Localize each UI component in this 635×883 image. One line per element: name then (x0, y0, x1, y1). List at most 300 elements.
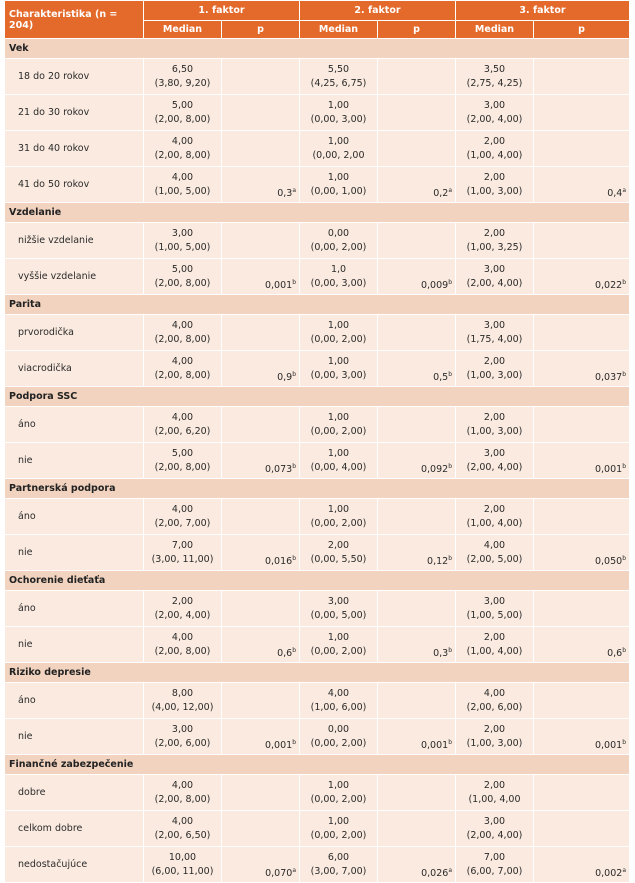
median-value: 10,00 (168, 851, 197, 863)
median-cell (456, 223, 534, 259)
median-value: 6,00 (327, 851, 350, 863)
median-value: 1,00 (327, 503, 350, 515)
test-marker: a (622, 187, 626, 194)
p-value-cell (222, 59, 300, 95)
interquartile-range: (0,00, 2,00) (310, 793, 367, 805)
median-cell (456, 719, 534, 755)
row-label: 31 do 40 rokov (5, 131, 144, 167)
p-header: p (222, 21, 300, 39)
median-cell (144, 407, 222, 443)
median-cell (456, 535, 534, 571)
test-marker: b (292, 463, 296, 470)
p-value-cell (378, 775, 456, 811)
results-table (4, 0, 630, 883)
interquartile-range: (1,75, 4,00) (466, 333, 523, 345)
p-value-cell (378, 683, 456, 719)
header-row-factors (5, 1, 630, 21)
section-row (5, 663, 630, 683)
interquartile-range: (2,00, 7,00) (154, 517, 211, 529)
median-value: 5,00 (171, 263, 194, 275)
median-cell (144, 683, 222, 719)
median-value: 4,00 (171, 135, 194, 147)
median-cell (300, 59, 378, 95)
row-label: nedostačujúce (5, 847, 144, 883)
section-row (5, 571, 630, 591)
p-value-cell (534, 95, 630, 131)
interquartile-range: (0,00, 3,00) (310, 113, 367, 125)
median-cell (144, 315, 222, 351)
median-value: 1,00 (327, 355, 350, 367)
p-value-cell (378, 315, 456, 351)
p-value-cell (378, 351, 456, 387)
median-cell (300, 315, 378, 351)
test-marker: b (292, 371, 296, 378)
p-value-cell (378, 95, 456, 131)
test-marker: b (448, 371, 452, 378)
test-marker: b (448, 647, 452, 654)
median-value: 2,00 (483, 135, 506, 147)
interquartile-range: (1,00, 4,00) (466, 149, 523, 161)
p-value-cell (378, 259, 456, 295)
median-cell (300, 131, 378, 167)
p-value-cell (222, 315, 300, 351)
interquartile-range: (0,00, 3,00) (310, 369, 367, 381)
table-row (5, 59, 630, 95)
interquartile-range: (0,00, 2,00) (310, 645, 367, 657)
interquartile-range: (0,00, 2,00) (310, 829, 367, 841)
test-marker: b (448, 279, 452, 286)
p-value-cell (222, 811, 300, 847)
median-cell (144, 443, 222, 479)
p-value-cell (534, 259, 630, 295)
p-value-cell (378, 719, 456, 755)
median-cell (456, 499, 534, 535)
p-value-cell (534, 223, 630, 259)
test-marker: b (622, 647, 626, 654)
p-value-cell (534, 775, 630, 811)
median-cell (144, 499, 222, 535)
median-value: 4,00 (327, 687, 350, 699)
table-row (5, 719, 630, 755)
interquartile-range: (6,00, 11,00) (151, 865, 214, 877)
median-cell (144, 223, 222, 259)
median-value: 4,00 (171, 631, 194, 643)
median-cell (456, 351, 534, 387)
interquartile-range: (2,00, 8,00) (154, 793, 211, 805)
p-value-cell (378, 167, 456, 203)
median-cell (300, 591, 378, 627)
table-row (5, 775, 630, 811)
median-value: 2,00 (483, 503, 506, 515)
row-label: nie (5, 535, 144, 571)
p-value-cell (222, 407, 300, 443)
median-value: 2,00 (483, 631, 506, 643)
median-value: 4,00 (171, 815, 194, 827)
interquartile-range: (0,00, 3,00) (310, 277, 367, 289)
median-value: 0,00 (327, 227, 350, 239)
p-value-cell (534, 499, 630, 535)
table-row (5, 627, 630, 663)
table-row (5, 683, 630, 719)
row-label: áno (5, 499, 144, 535)
interquartile-range: (1,00, 3,00) (466, 185, 523, 197)
median-cell (300, 847, 378, 883)
row-label: áno (5, 683, 144, 719)
interquartile-range: (2,00, 8,00) (154, 645, 211, 657)
median-cell (144, 95, 222, 131)
interquartile-range: (0,00, 5,50) (310, 553, 367, 565)
median-cell (300, 259, 378, 295)
median-value: 3,00 (327, 595, 350, 607)
interquartile-range: (3,00, 7,00) (310, 865, 367, 877)
interquartile-range: (0,00, 5,00) (310, 609, 367, 621)
median-cell (456, 131, 534, 167)
p-value-cell (378, 811, 456, 847)
p-value-cell (378, 59, 456, 95)
interquartile-range: (0,00, 2,00) (310, 241, 367, 253)
p-value: 0,001 (264, 280, 293, 291)
p-value-cell (534, 407, 630, 443)
interquartile-range: (0,00, 2,00) (310, 517, 367, 529)
median-cell (144, 131, 222, 167)
interquartile-range: (4,25, 6,75) (310, 77, 367, 89)
median-cell (144, 775, 222, 811)
median-cell (456, 59, 534, 95)
p-value-cell (222, 95, 300, 131)
section-row (5, 755, 630, 775)
median-header: Median (456, 21, 534, 39)
interquartile-range: (2,00, 6,00) (154, 737, 211, 749)
p-value: 0,6 (277, 648, 293, 659)
median-value: 4,00 (171, 503, 194, 515)
section-row (5, 479, 630, 499)
row-label: áno (5, 407, 144, 443)
p-value-cell (222, 847, 300, 883)
test-marker: b (448, 555, 452, 562)
row-label: áno (5, 591, 144, 627)
median-cell (300, 811, 378, 847)
median-cell (300, 683, 378, 719)
median-cell (300, 351, 378, 387)
p-value: 0,6 (607, 648, 623, 659)
table-row (5, 167, 630, 203)
median-value: 4,00 (171, 319, 194, 331)
p-header: p (378, 21, 456, 39)
table-row (5, 131, 630, 167)
interquartile-range: (2,00, 4,00) (466, 113, 523, 125)
interquartile-range: (1,00, 5,00) (466, 609, 523, 621)
test-marker: a (292, 867, 296, 874)
median-header: Median (144, 21, 222, 39)
median-cell (144, 535, 222, 571)
p-value: 0,002 (595, 868, 623, 879)
median-value: 7,00 (171, 539, 194, 551)
factor-2-header: 2. faktor (300, 1, 456, 21)
table-body (5, 39, 630, 883)
test-marker: b (448, 739, 452, 746)
median-cell (300, 167, 378, 203)
median-value: 3,00 (171, 723, 194, 735)
interquartile-range: (2,00, 8,00) (154, 369, 211, 381)
interquartile-range: (2,00, 8,00) (154, 461, 211, 473)
p-value: 0,073 (264, 464, 293, 475)
table-row (5, 407, 630, 443)
p-value-cell (222, 259, 300, 295)
p-value: 0,092 (420, 464, 449, 475)
section-title: Parita (5, 295, 630, 315)
test-marker: a (448, 867, 452, 874)
p-value: 0,5 (433, 372, 449, 383)
table-row (5, 443, 630, 479)
section-row (5, 39, 630, 59)
p-value-cell (222, 719, 300, 755)
interquartile-range: (6,00, 7,00) (466, 865, 523, 877)
p-value-cell (378, 223, 456, 259)
p-value: 0,009 (420, 280, 449, 291)
median-cell (144, 811, 222, 847)
median-cell (300, 95, 378, 131)
p-value: 0,12 (427, 556, 449, 567)
p-value-cell (222, 683, 300, 719)
interquartile-range: (2,00, 5,00) (466, 553, 523, 565)
section-title: Podpora SSC (5, 387, 630, 407)
table-row (5, 351, 630, 387)
row-label: prvorodička (5, 315, 144, 351)
median-value: 2,00 (327, 539, 350, 551)
median-cell (456, 627, 534, 663)
p-value-cell (534, 131, 630, 167)
row-label: 41 do 50 rokov (5, 167, 144, 203)
p-value-cell (534, 683, 630, 719)
row-label: nie (5, 627, 144, 663)
median-value: 2,00 (483, 355, 506, 367)
median-cell (456, 443, 534, 479)
median-cell (144, 259, 222, 295)
row-label: viacrodička (5, 351, 144, 387)
median-cell (144, 719, 222, 755)
median-value: 1,00 (327, 99, 350, 111)
median-value: 5,00 (171, 99, 194, 111)
row-label: 21 do 30 rokov (5, 95, 144, 131)
median-value: 1,00 (327, 411, 350, 423)
section-row (5, 203, 630, 223)
median-cell (456, 591, 534, 627)
median-cell (456, 811, 534, 847)
table-row (5, 535, 630, 571)
p-value-cell (222, 443, 300, 479)
p-value: 0,037 (594, 372, 623, 383)
interquartile-range: (1,00, 3,00) (466, 737, 523, 749)
interquartile-range: (2,75, 4,25) (466, 77, 523, 89)
row-label: 18 do 20 rokov (5, 59, 144, 95)
test-marker: b (622, 463, 626, 470)
median-cell (144, 627, 222, 663)
p-value: 0,016 (264, 556, 293, 567)
median-cell (300, 499, 378, 535)
median-cell (456, 683, 534, 719)
interquartile-range: (0,00, 4,00) (310, 461, 367, 473)
median-cell (300, 407, 378, 443)
median-value: 1,00 (327, 135, 350, 147)
median-value: 1,0 (330, 263, 347, 275)
p-value-cell (378, 627, 456, 663)
median-value: 2,00 (171, 595, 194, 607)
p-value-cell (378, 847, 456, 883)
table-row (5, 847, 630, 883)
table-row (5, 499, 630, 535)
interquartile-range: (2,00, 8,00) (154, 277, 211, 289)
interquartile-range: (2,00, 4,00) (466, 277, 523, 289)
interquartile-range: (1,00, 3,00) (466, 369, 523, 381)
median-value: 6,50 (171, 63, 194, 75)
median-cell (300, 719, 378, 755)
section-title: Ochorenie dieťaťa (5, 571, 630, 591)
test-marker: a (292, 187, 296, 194)
factor-1-header: 1. faktor (144, 1, 300, 21)
median-value: 4,00 (483, 687, 506, 699)
interquartile-range: (1,00, 5,00) (154, 241, 211, 253)
interquartile-range: (1,00, 5,00) (154, 185, 211, 197)
median-value: 1,00 (327, 171, 350, 183)
test-marker: b (292, 279, 296, 286)
median-cell (300, 443, 378, 479)
section-title: Riziko depresie (5, 663, 630, 683)
p-value-cell (378, 591, 456, 627)
table-row (5, 95, 630, 131)
median-cell (456, 775, 534, 811)
interquartile-range: (1,00, 4,00) (466, 517, 523, 529)
interquartile-range: (0,00, 2,00) (310, 425, 367, 437)
p-value: 0,022 (594, 280, 623, 291)
median-cell (300, 627, 378, 663)
test-marker: b (292, 739, 296, 746)
p-value-cell (222, 351, 300, 387)
p-value-cell (222, 591, 300, 627)
median-value: 3,00 (483, 595, 506, 607)
table-row (5, 811, 630, 847)
p-value-cell (222, 223, 300, 259)
section-row (5, 387, 630, 407)
median-cell (144, 167, 222, 203)
median-value: 4,00 (483, 539, 506, 551)
p-value: 0,001 (594, 740, 623, 751)
median-value: 1,00 (327, 631, 350, 643)
median-value: 2,00 (483, 411, 506, 423)
test-marker: b (622, 555, 626, 562)
interquartile-range: (0,00, 1,00) (310, 185, 367, 197)
interquartile-range: (2,00, 8,00) (154, 333, 211, 345)
median-value: 3,00 (483, 99, 506, 111)
median-value: 2,00 (483, 723, 506, 735)
median-cell (144, 351, 222, 387)
interquartile-range: (1,00, 4,00) (466, 645, 523, 657)
interquartile-range: (3,80, 9,20) (154, 77, 211, 89)
median-cell (300, 535, 378, 571)
interquartile-range: (2,00, 4,00) (466, 829, 523, 841)
row-label: celkom dobre (5, 811, 144, 847)
p-value-cell (222, 627, 300, 663)
median-value: 1,00 (327, 779, 350, 791)
interquartile-range: (2,00, 4,00) (154, 609, 211, 621)
test-marker: a (622, 867, 626, 874)
median-cell (300, 223, 378, 259)
interquartile-range: (0,00, 2,00) (310, 737, 367, 749)
median-value: 4,00 (171, 355, 194, 367)
table-row (5, 259, 630, 295)
p-value-cell (378, 131, 456, 167)
test-marker: b (622, 371, 626, 378)
p-value-cell (534, 627, 630, 663)
median-cell (456, 167, 534, 203)
median-cell (144, 591, 222, 627)
p-value-cell (378, 535, 456, 571)
median-value: 7,00 (483, 851, 506, 863)
interquartile-range: (2,00, 6,20) (154, 425, 211, 437)
median-cell (456, 95, 534, 131)
median-cell (144, 847, 222, 883)
median-value: 5,00 (171, 447, 194, 459)
p-value: 0,026 (421, 868, 449, 879)
p-value-cell (534, 535, 630, 571)
median-value: 0,00 (327, 723, 350, 735)
p-value: 0,070 (265, 868, 293, 879)
row-label: nižšie vzdelanie (5, 223, 144, 259)
median-value: 3,00 (483, 815, 506, 827)
p-header: p (534, 21, 630, 39)
median-value: 4,00 (171, 779, 194, 791)
median-value: 8,00 (171, 687, 194, 699)
row-label: nie (5, 443, 144, 479)
table-row (5, 223, 630, 259)
section-title: Finančné zabezpečenie (5, 755, 630, 775)
interquartile-range: (1,00, 4,00 (468, 793, 521, 805)
test-marker: a (448, 187, 452, 194)
p-value-cell (534, 847, 630, 883)
median-value: 3,00 (483, 263, 506, 275)
p-value-cell (534, 315, 630, 351)
table-row (5, 315, 630, 351)
interquartile-range: (2,00, 4,00) (466, 461, 523, 473)
test-marker: b (622, 739, 626, 746)
factor-3-header: 3. faktor (456, 1, 630, 21)
table-row (5, 591, 630, 627)
median-cell (456, 407, 534, 443)
median-value: 3,00 (483, 319, 506, 331)
median-value: 3,00 (483, 447, 506, 459)
p-value-cell (378, 407, 456, 443)
row-label: dobre (5, 775, 144, 811)
median-cell (456, 259, 534, 295)
interquartile-range: (2,00, 6,00) (466, 701, 523, 713)
p-value-cell (534, 719, 630, 755)
interquartile-range: (2,00, 8,00) (154, 149, 211, 161)
median-cell (144, 59, 222, 95)
p-value: 0,9 (277, 372, 293, 383)
p-value-cell (534, 351, 630, 387)
median-value: 2,00 (483, 171, 506, 183)
p-value: 0,4 (607, 188, 623, 199)
p-value-cell (378, 499, 456, 535)
p-value: 0,001 (594, 464, 623, 475)
interquartile-range: (0,00, 2,00) (310, 333, 367, 345)
median-value: 1,00 (327, 815, 350, 827)
p-value: 0,2 (433, 188, 449, 199)
median-cell (456, 847, 534, 883)
test-marker: b (292, 555, 296, 562)
interquartile-range: (0,00, 2,00 (312, 149, 365, 161)
median-value: 4,00 (171, 411, 194, 423)
interquartile-range: (1,00, 3,25) (466, 241, 523, 253)
